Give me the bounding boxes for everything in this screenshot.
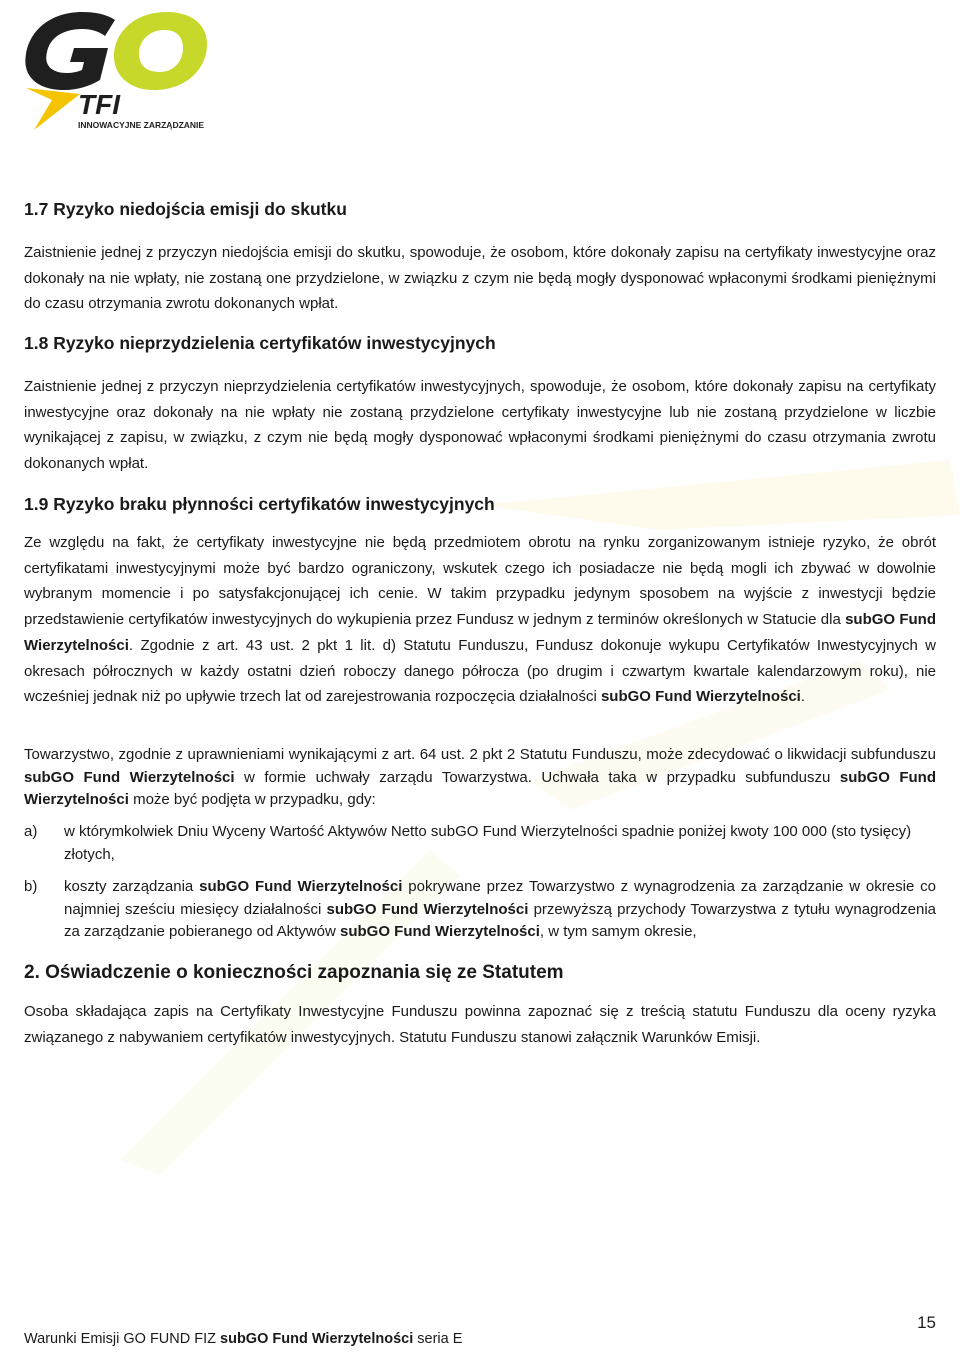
section-1-7-paragraph: Zaistnienie jednej z przyczyn niedojścia emisji do skutku, spowoduje, że osobom, które dokonały zapisu na certyfikaty inwestycyjne oraz dokonały na nie wpłaty, nie zostaną one przydzielone, w związku z czym nie będą mogły dysponować wpłaconymi środkami pieniężnymi do czasu otrzymania zwrotu dokonanych wpłat. — [24, 244, 936, 313]
fund-name: subGO Fund Wierzytelności — [24, 768, 235, 786]
list-marker: b) — [24, 878, 38, 895]
fund-name: subGO Fund Wierzytelności — [199, 878, 403, 895]
fund-name: subGO Fund Wierzytelności — [220, 1331, 414, 1347]
section-1-9-paragraph-2: Towarzystwo, zgodnie z uprawnieniami wynikającymi z art. 64 ust. 2 pkt 2 Statutu Funduszu, może zdecydować o likwidacji subfunduszu subGO Fund Wierzytelności w formie uchwały zarządu Towarzystwa. Uchwała taka w przypadku subfunduszu subGO Fund Wierzytelności może być podjęta w przypadku, gdy: — [24, 746, 937, 808]
section-2-paragraph: Osoba składająca zapis na Certyfikaty Inwestycyjne Funduszu powinna zapoznać się z treścią statutu Funduszu dla oceny ryzyka związanego z nabywaniem certyfikatów inwestycyjnych. Statutu Funduszu stanowi załącznik Warunków Emisji. — [24, 1003, 936, 1046]
fund-name: subGO Fund Wierzytelności — [600, 688, 801, 706]
section-1-9-paragraph-1: Ze względu na fakt, że certyfikaty inwestycyjne nie będą przedmiotem obrotu na rynku zorganizowanym istnieje ryzyko, że obrót certyfikatami inwestycyjnymi może być bardzo ograniczony, wskutek czego ich posiadacze nie będą mogli ich zbywać w dowolnie wybranym momencie i po satysfakcjonującej ich cenie. W takim przypadku jedynym sposobem na wyjście z inwestycji będzie przedstawienie certyfikatów inwestycyjnych do wykupienia przez Fundusz w jednym z terminów określonych w Statucie dla subGO Fund Wierzytelności. Zgodnie z art. 43 ust. 2 pkt 1 lit. d) Statutu Funduszu, Fundusz dokonuje wykupu Certyfikatów Inwestycyjnych w okresach półrocznych w każdy ostatni dzień roboczy danego półrocza (po drugim i czwartym kwartale kalendarzowym roku), nie wcześniej jednak niż po upływie trzech lat od zarejestrowania rozpoczęcia działalności subGO Fund Wierzytelności. — [24, 534, 936, 706]
footer-document-title: Warunki Emisji GO FUND FIZ subGO Fund Wierzytelności seria E — [24, 1331, 463, 1347]
fund-name: subGO Fund Wierzytelności — [326, 900, 529, 918]
list-item-text: koszty zarządzania subGO Fund Wierzytelności pokrywane przez Towarzystwo z wynagrodzenia za zarządzanie w okresie co najmniej sześciu miesięcy działalności subGO Fund Wierzytelności przewyższą przychody Towarzystwa z tytułu wynagrodzenia za zarządzanie pobieranego od Aktywów subGO Fund Wierzytelności, w tym samym okresie, — [64, 878, 937, 940]
logo-sub-text: TFI — [78, 89, 120, 120]
fund-name: subGO Fund Wierzytelności — [24, 768, 937, 808]
fund-name: subGO Fund Wierzytelności — [24, 611, 936, 654]
list-marker: a) — [24, 823, 38, 840]
section-1-8-heading: 1.8 Ryzyko nieprzydzielenia certyfikatów inwestycyjnych — [24, 333, 496, 353]
fund-name: subGO Fund Wierzytelności — [340, 923, 540, 940]
page-number: 15 — [917, 1313, 936, 1332]
section-1-7-heading: 1.7 Ryzyko niedojścia emisji do skutku — [24, 199, 347, 219]
section-1-8-paragraph: Zaistnienie jednej z przyczyn nieprzydzielenia certyfikatów inwestycyjnych, spowoduje, że osobom, które dokonały zapisu na certyfikaty inwestycyjne oraz dokonały na nie wpłaty nie zostaną przydzielone certyfikaty inwestycyjne lub nie zostaną przydzielone w liczbie wynikającej z zapisu, w związku, z czym nie będą mogły dysponować wpłaconymi środkami pieniężnymi do czasu otrzymania zwrotu dokonanych wpłat. — [24, 378, 936, 473]
list-item-a — [24, 821, 936, 866]
section-1-9-heading: 1.9 Ryzyko braku płynności certyfikatów inwestycyjnych — [24, 494, 495, 514]
logo-tagline: INNOWACYJNE ZARZĄDZANIE — [78, 120, 205, 130]
go-tfi-logo — [22, 4, 222, 134]
list-item-text: w którymkolwiek Dniu Wyceny Wartość Aktywów Netto subGO Fund Wierzytelności spadnie poniżej kwoty 100 000 (sto tysięcy) złotych, — [64, 823, 912, 863]
section-2-heading: 2. Oświadczenie o konieczności zapoznania się ze Statutem — [24, 962, 564, 983]
list-item-b — [24, 876, 936, 944]
